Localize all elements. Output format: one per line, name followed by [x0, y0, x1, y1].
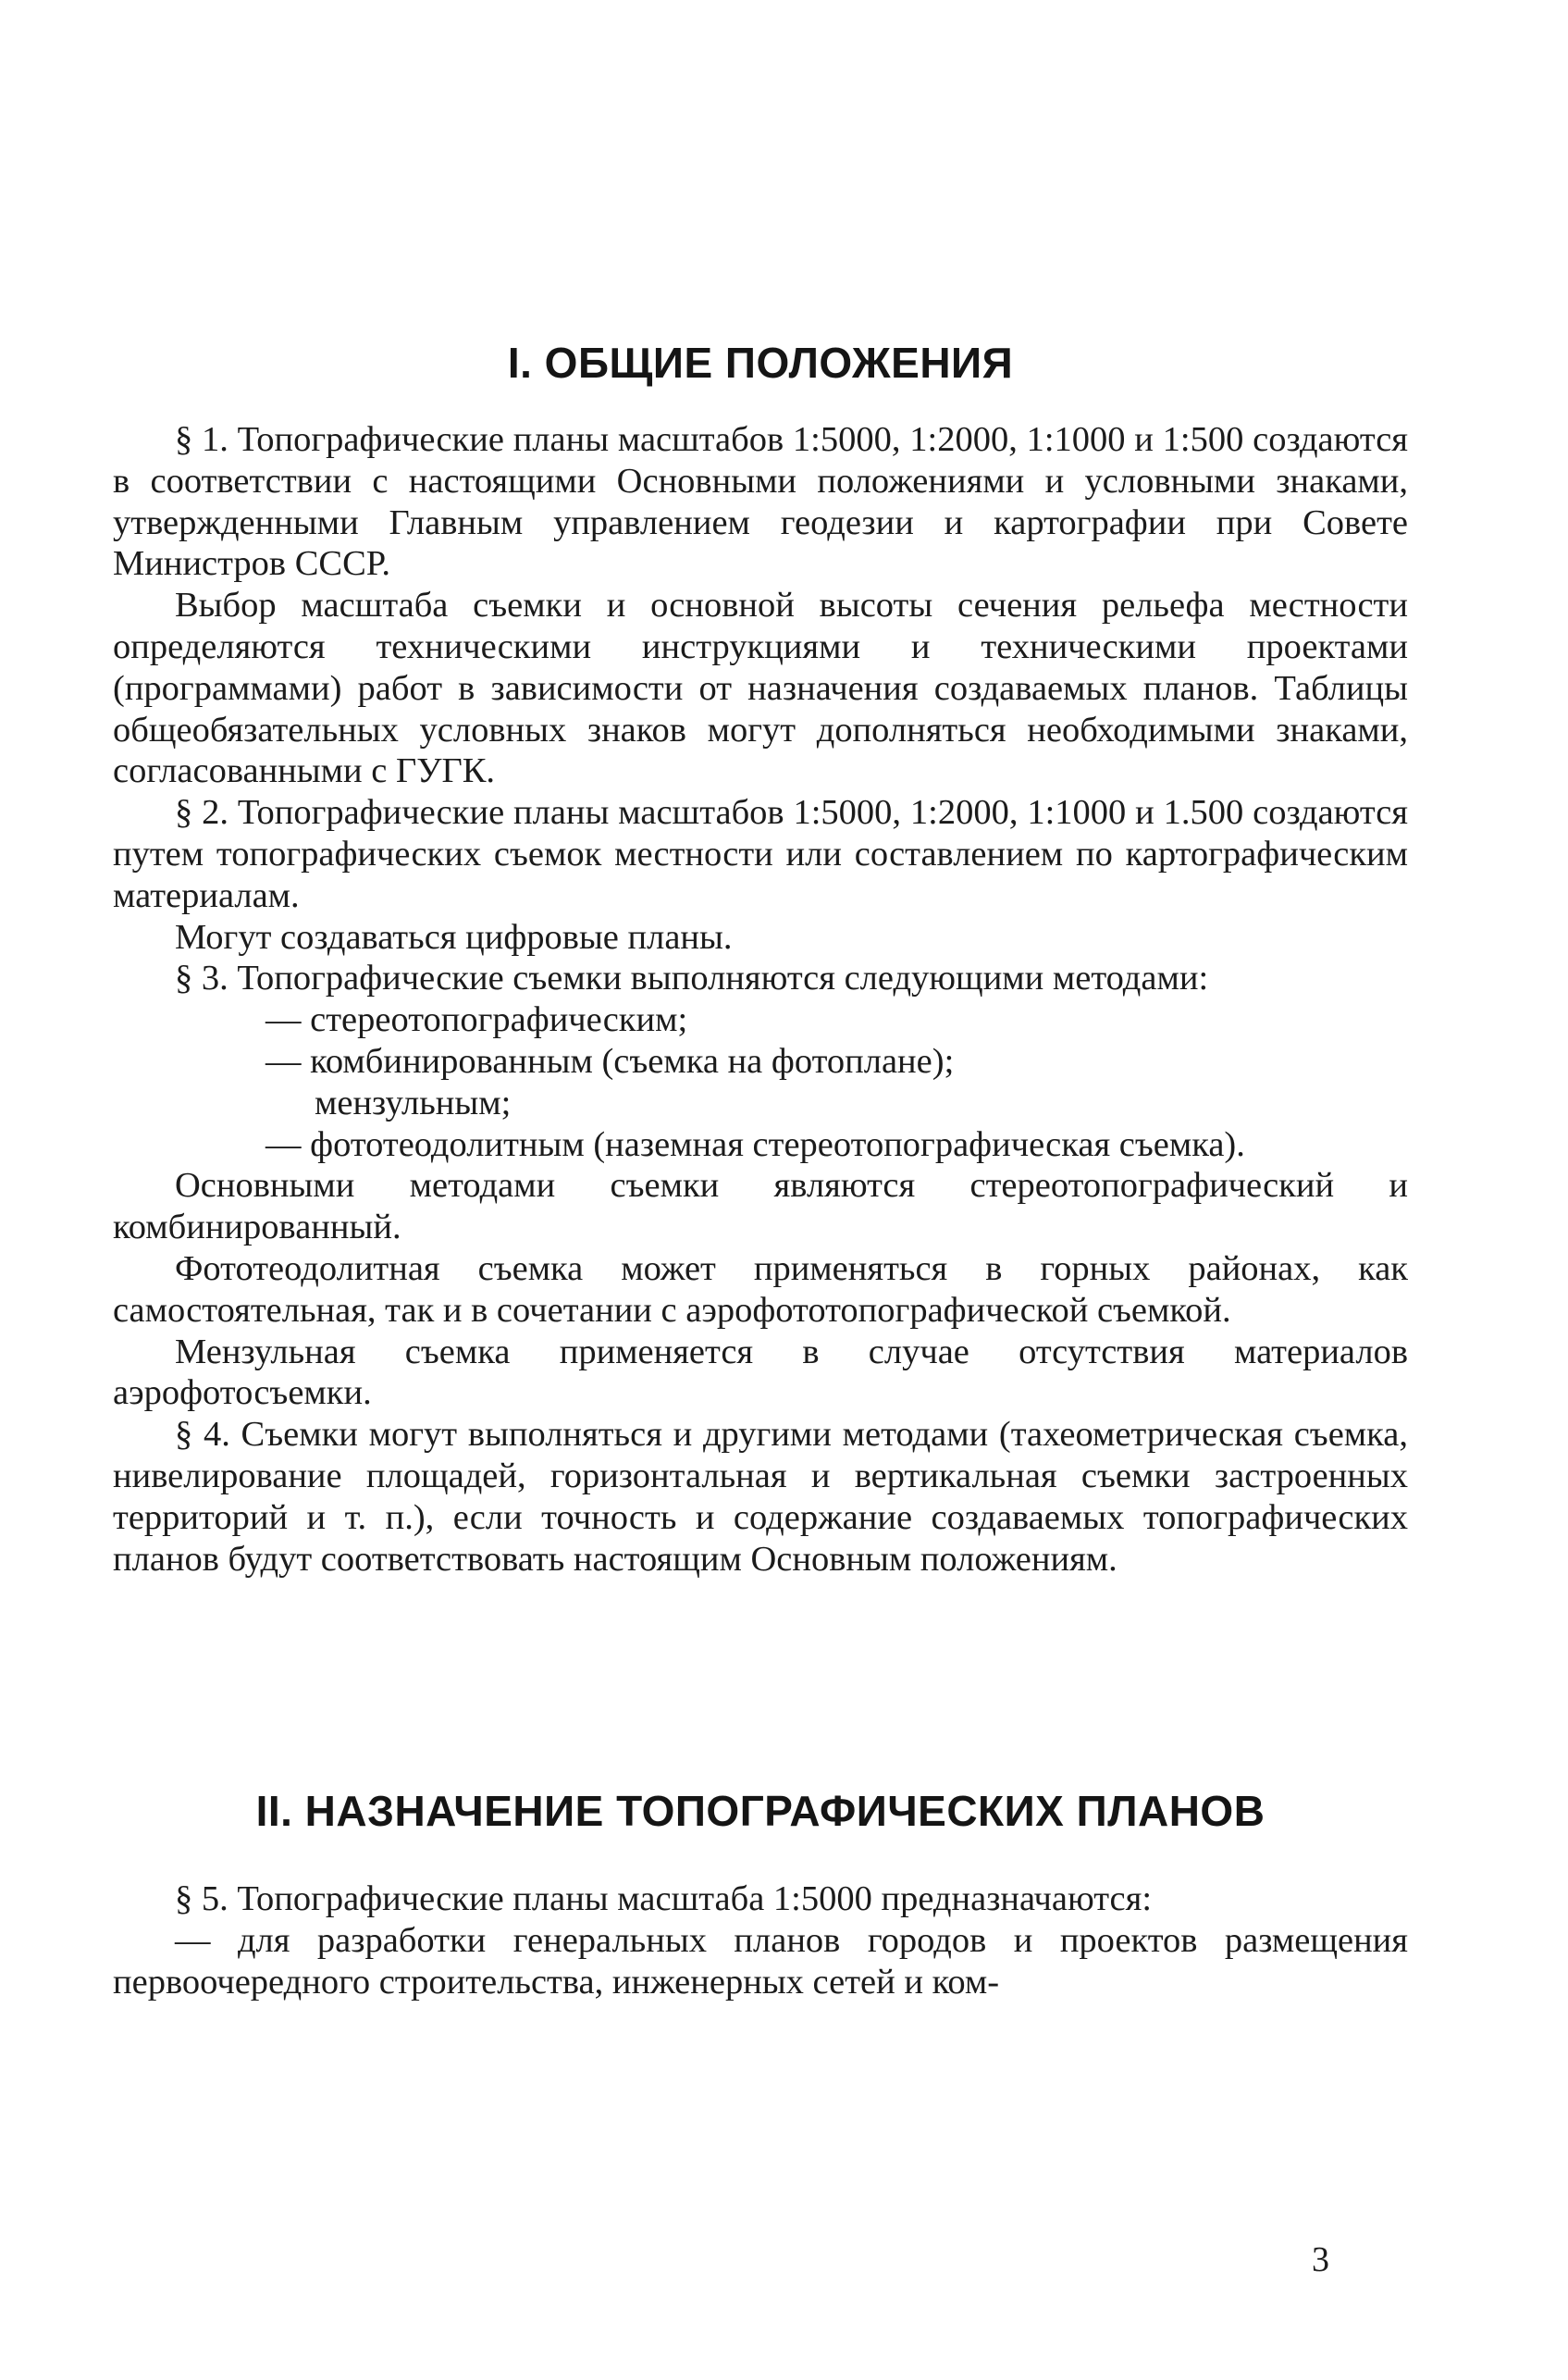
paragraph: Основными методами съемки являются стереотопографический и комбинированный.: [113, 1166, 1408, 1247]
list-item: мензульным;: [315, 1083, 512, 1122]
paragraph: § 2. Топографические планы масштабов 1:5000, 1:2000, 1:1000 и 1.500 создаются путем топографических съемок местности или составлением по картографическим материалам.: [113, 793, 1408, 915]
list-item: — стереотопографическим;: [265, 1000, 688, 1040]
paragraph: § 5. Топографические планы масштаба 1:5000 предназначаются:: [175, 1879, 1153, 1918]
page-number: 3: [1312, 2240, 1329, 2279]
paragraph: § 1. Топографические планы масштабов 1:5000, 1:2000, 1:1000 и 1:500 создаются в соответствии с настоящими Основными положениями и условными знаками, утвержденными Главным управлением геодезии и картографии при Совете Министров СССР.: [113, 420, 1408, 584]
paragraph: Выбор масштаба съемки и основной высоты сечения рельефа местности определяются техническими инструкциями и техническими проектами (программами) работ в зависимости от назначения создаваемых планов. Таблицы общеобязательных условных знаков могут дополняться необходимыми знаками, согласованными с ГУГК.: [113, 586, 1408, 791]
section-body: [113, 1878, 1408, 2002]
paragraph: § 3. Топографические съемки выполняются следующими методами:: [175, 959, 1209, 998]
paragraph: Фототеодолитная съемка может применяться в горных районах, как самостоятельная, так и в сочетании с аэрофототопографической съемкой.: [113, 1248, 1408, 1330]
section-body: [113, 419, 1408, 1580]
paragraph: § 4. Съемки могут выполняться и другими методами (тахеометрическая съемка, нивелирование площадей, горизонтальная и вертикальная съемки застроенных территорий и т. п.), если точность и содержание создаваемых топографических планов будут соответствовать настоящим Основным положениям.: [113, 1415, 1408, 1579]
list-item: — фототеодолитным (наземная стереотопографическая съемка).: [265, 1124, 1245, 1164]
paragraph: — для разработки генеральных планов городов и проектов размещения первоочередного строительства, инженерных сетей и ком-: [113, 1920, 1408, 2002]
paragraph: Мензульная съемка применяется в случае отсутствия материалов аэрофотосъемки.: [113, 1332, 1408, 1413]
paragraph: Могут создаваться цифровые планы.: [175, 917, 733, 957]
list-item: — комбинированным (съемка на фотоплане);: [265, 1041, 955, 1081]
section-heading: II. НАЗНАЧЕНИЕ ТОПОГРАФИЧЕСКИХ ПЛАНОВ: [255, 1787, 1266, 1835]
section-heading: I. ОБЩИЕ ПОЛОЖЕНИЯ: [507, 339, 1014, 387]
